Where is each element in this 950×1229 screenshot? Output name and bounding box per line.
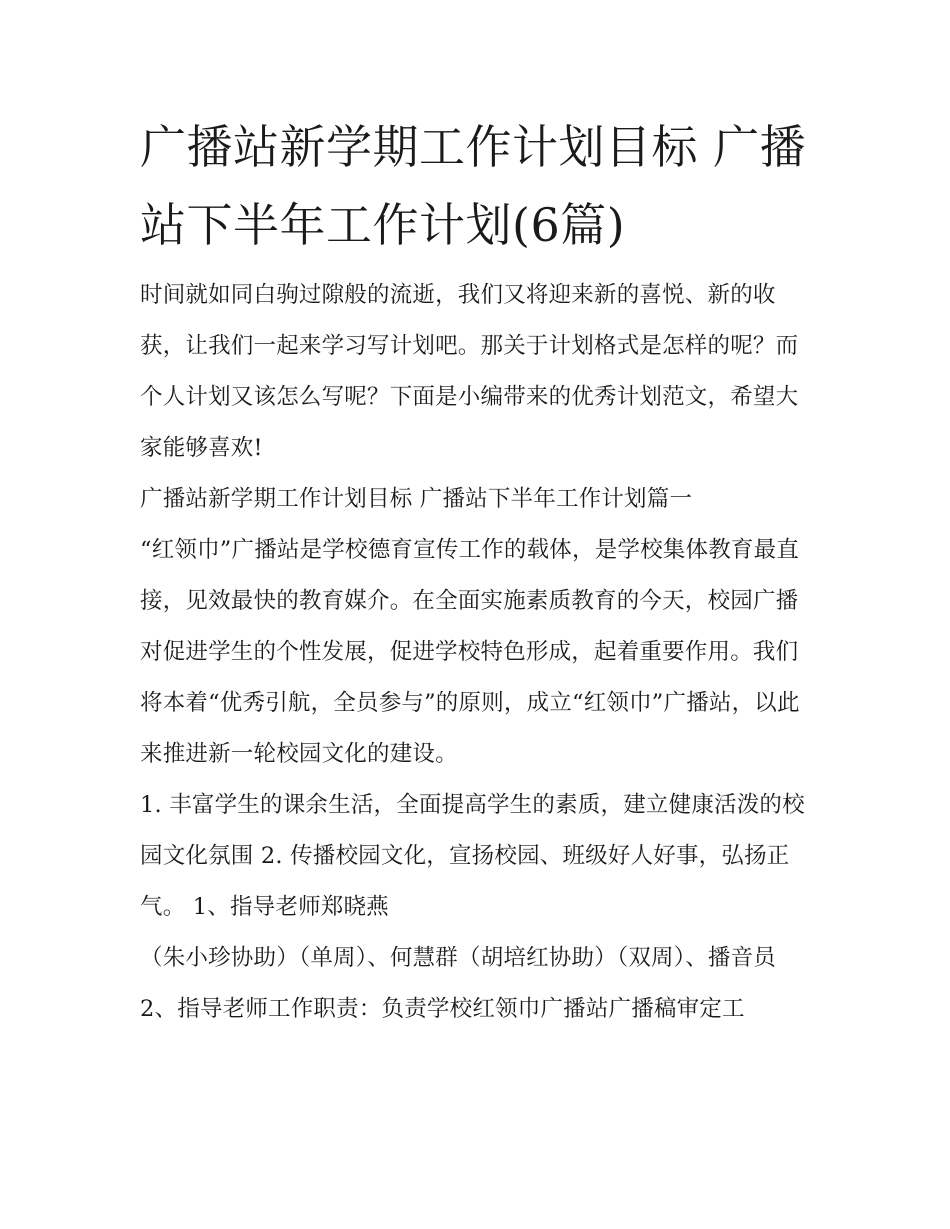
section-heading: 广播站新学期工作计划目标 广播站下半年工作计划篇一	[140, 486, 693, 512]
document-title: 广播站新学期工作计划目标 广播站下半年工作计划(6篇)	[140, 120, 807, 252]
duties-paragraph: 2、指导老师工作职责：负责学校红领巾广播站广播稿审定工	[140, 996, 745, 1022]
goals-paragraph: 1. 丰富学生的课余生活，全面提高学生的素质，建立健康活泼的校园文化氛围 2. 传播校园文化，宣扬校园、班级好人好事，弘扬正气。 1、指导老师郑晓燕	[140, 792, 805, 920]
intro-paragraph: 时间就如同白驹过隙般的流逝，我们又将迎来新的喜悦、新的收获，让我们一起来学习写计划吧。那关于计划格式是怎样的呢？而个人计划又该怎么写呢？下面是小编带来的优秀计划范文，希望大家能够喜欢!	[140, 282, 799, 461]
staff-paragraph: （朱小珍协助）（单周）、何慧群（胡培红协助）（双周）、播音员	[140, 945, 777, 971]
document-page	[140, 108, 816, 1035]
body-paragraph: “红领巾”广播站是学校德育宣传工作的载体，是学校集体教育最直接，见效最快的教育媒介。在全面实施素质教育的今天，校园广播对促进学生的个性发展，促进学校特色形成，起着重要作用。我们将本着“优秀引航，全员参与”的原则，成立“红领巾”广播站，以此来推进新一轮校园文化的建设。	[140, 537, 800, 767]
